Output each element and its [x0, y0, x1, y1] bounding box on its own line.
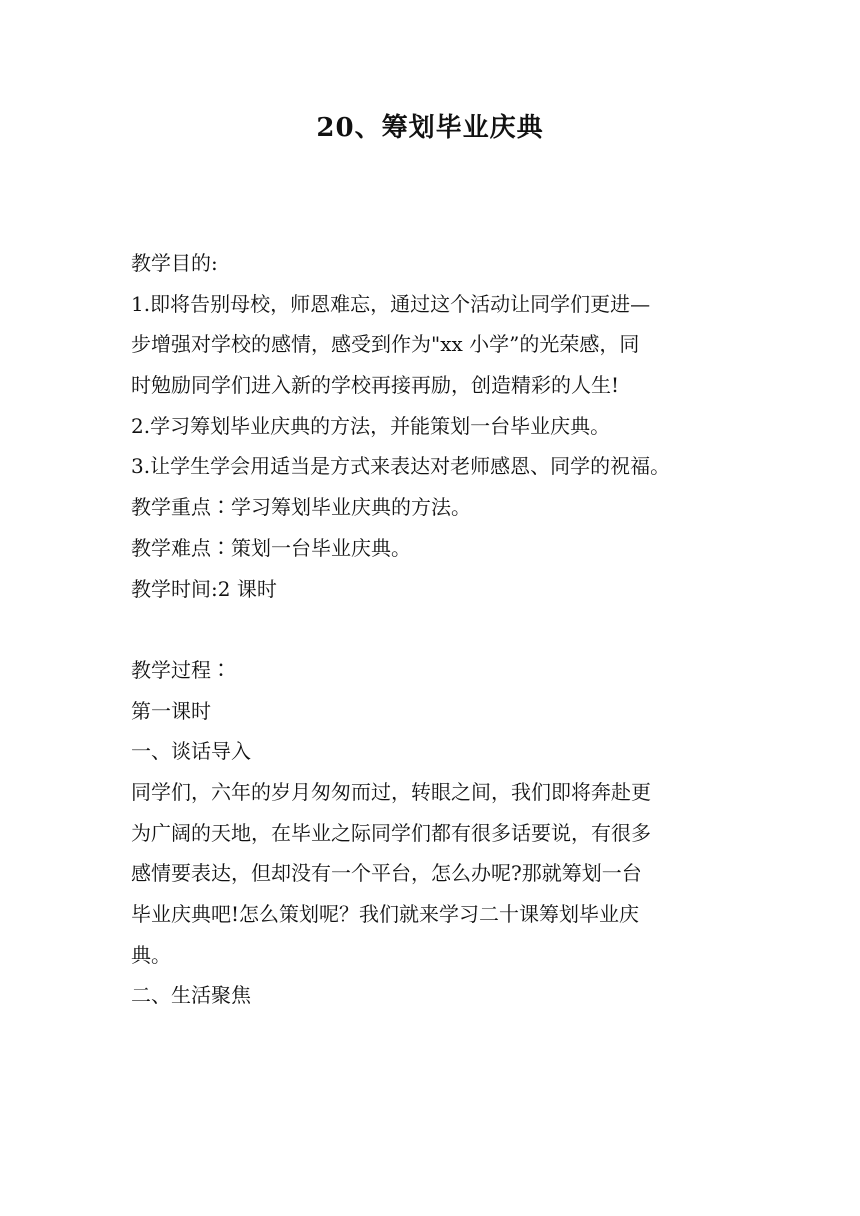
process-heading: 教学过程∶ — [131, 657, 231, 682]
objective-1-line: 步增强对学校的感情，感受到作为"xx 小学”的光荣感，同 — [131, 332, 640, 357]
objective-1-line: 时勉励同学们进入新的学校再接再励，创造精彩的人生! — [131, 373, 620, 398]
lesson-heading: 第一课时 — [131, 698, 211, 723]
section-heading: 一、谈话导入 — [131, 739, 251, 764]
paragraph-line: 同学们，六年的岁月匆匆而过，转眼之间，我们即将奔赴更 — [131, 779, 651, 804]
objective-2: 2.学习筹划毕业庆典的方法，并能策划一台毕业庆典。 — [131, 413, 611, 438]
key-point: 教学重点∶学习筹划毕业庆典的方法。 — [131, 495, 471, 520]
paragraph-line: 典。 — [131, 942, 171, 967]
paragraph-line: 毕业庆典吧!怎么策划呢？我们就来学习二十课筹划毕业庆 — [131, 902, 640, 926]
objective-1-line: 1.即将告别母校，师恩难忘，通过这个活动让同学们更进— — [131, 291, 651, 316]
document-title: 20、筹划毕业庆典 — [316, 113, 544, 143]
objectives-heading: 教学目的: — [131, 251, 218, 275]
section-heading: 二、生活聚焦 — [131, 983, 251, 1008]
document-body — [131, 243, 781, 1016]
paragraph-line: 为广阔的天地，在毕业之际同学们都有很多话要说，有很多 — [131, 820, 651, 845]
difficulty: 教学难点∶策划一台毕业庆典。 — [131, 535, 411, 560]
objective-3: 3.让学生学会用适当是方式来表达对老师感恩、同学的祝福。 — [131, 454, 671, 479]
teaching-time: 教学时间:2 课时 — [131, 576, 277, 601]
blank-line — [131, 609, 781, 650]
paragraph-line: 感情要表达，但却没有一个平台，怎么办呢?那就筹划一台 — [131, 861, 642, 886]
